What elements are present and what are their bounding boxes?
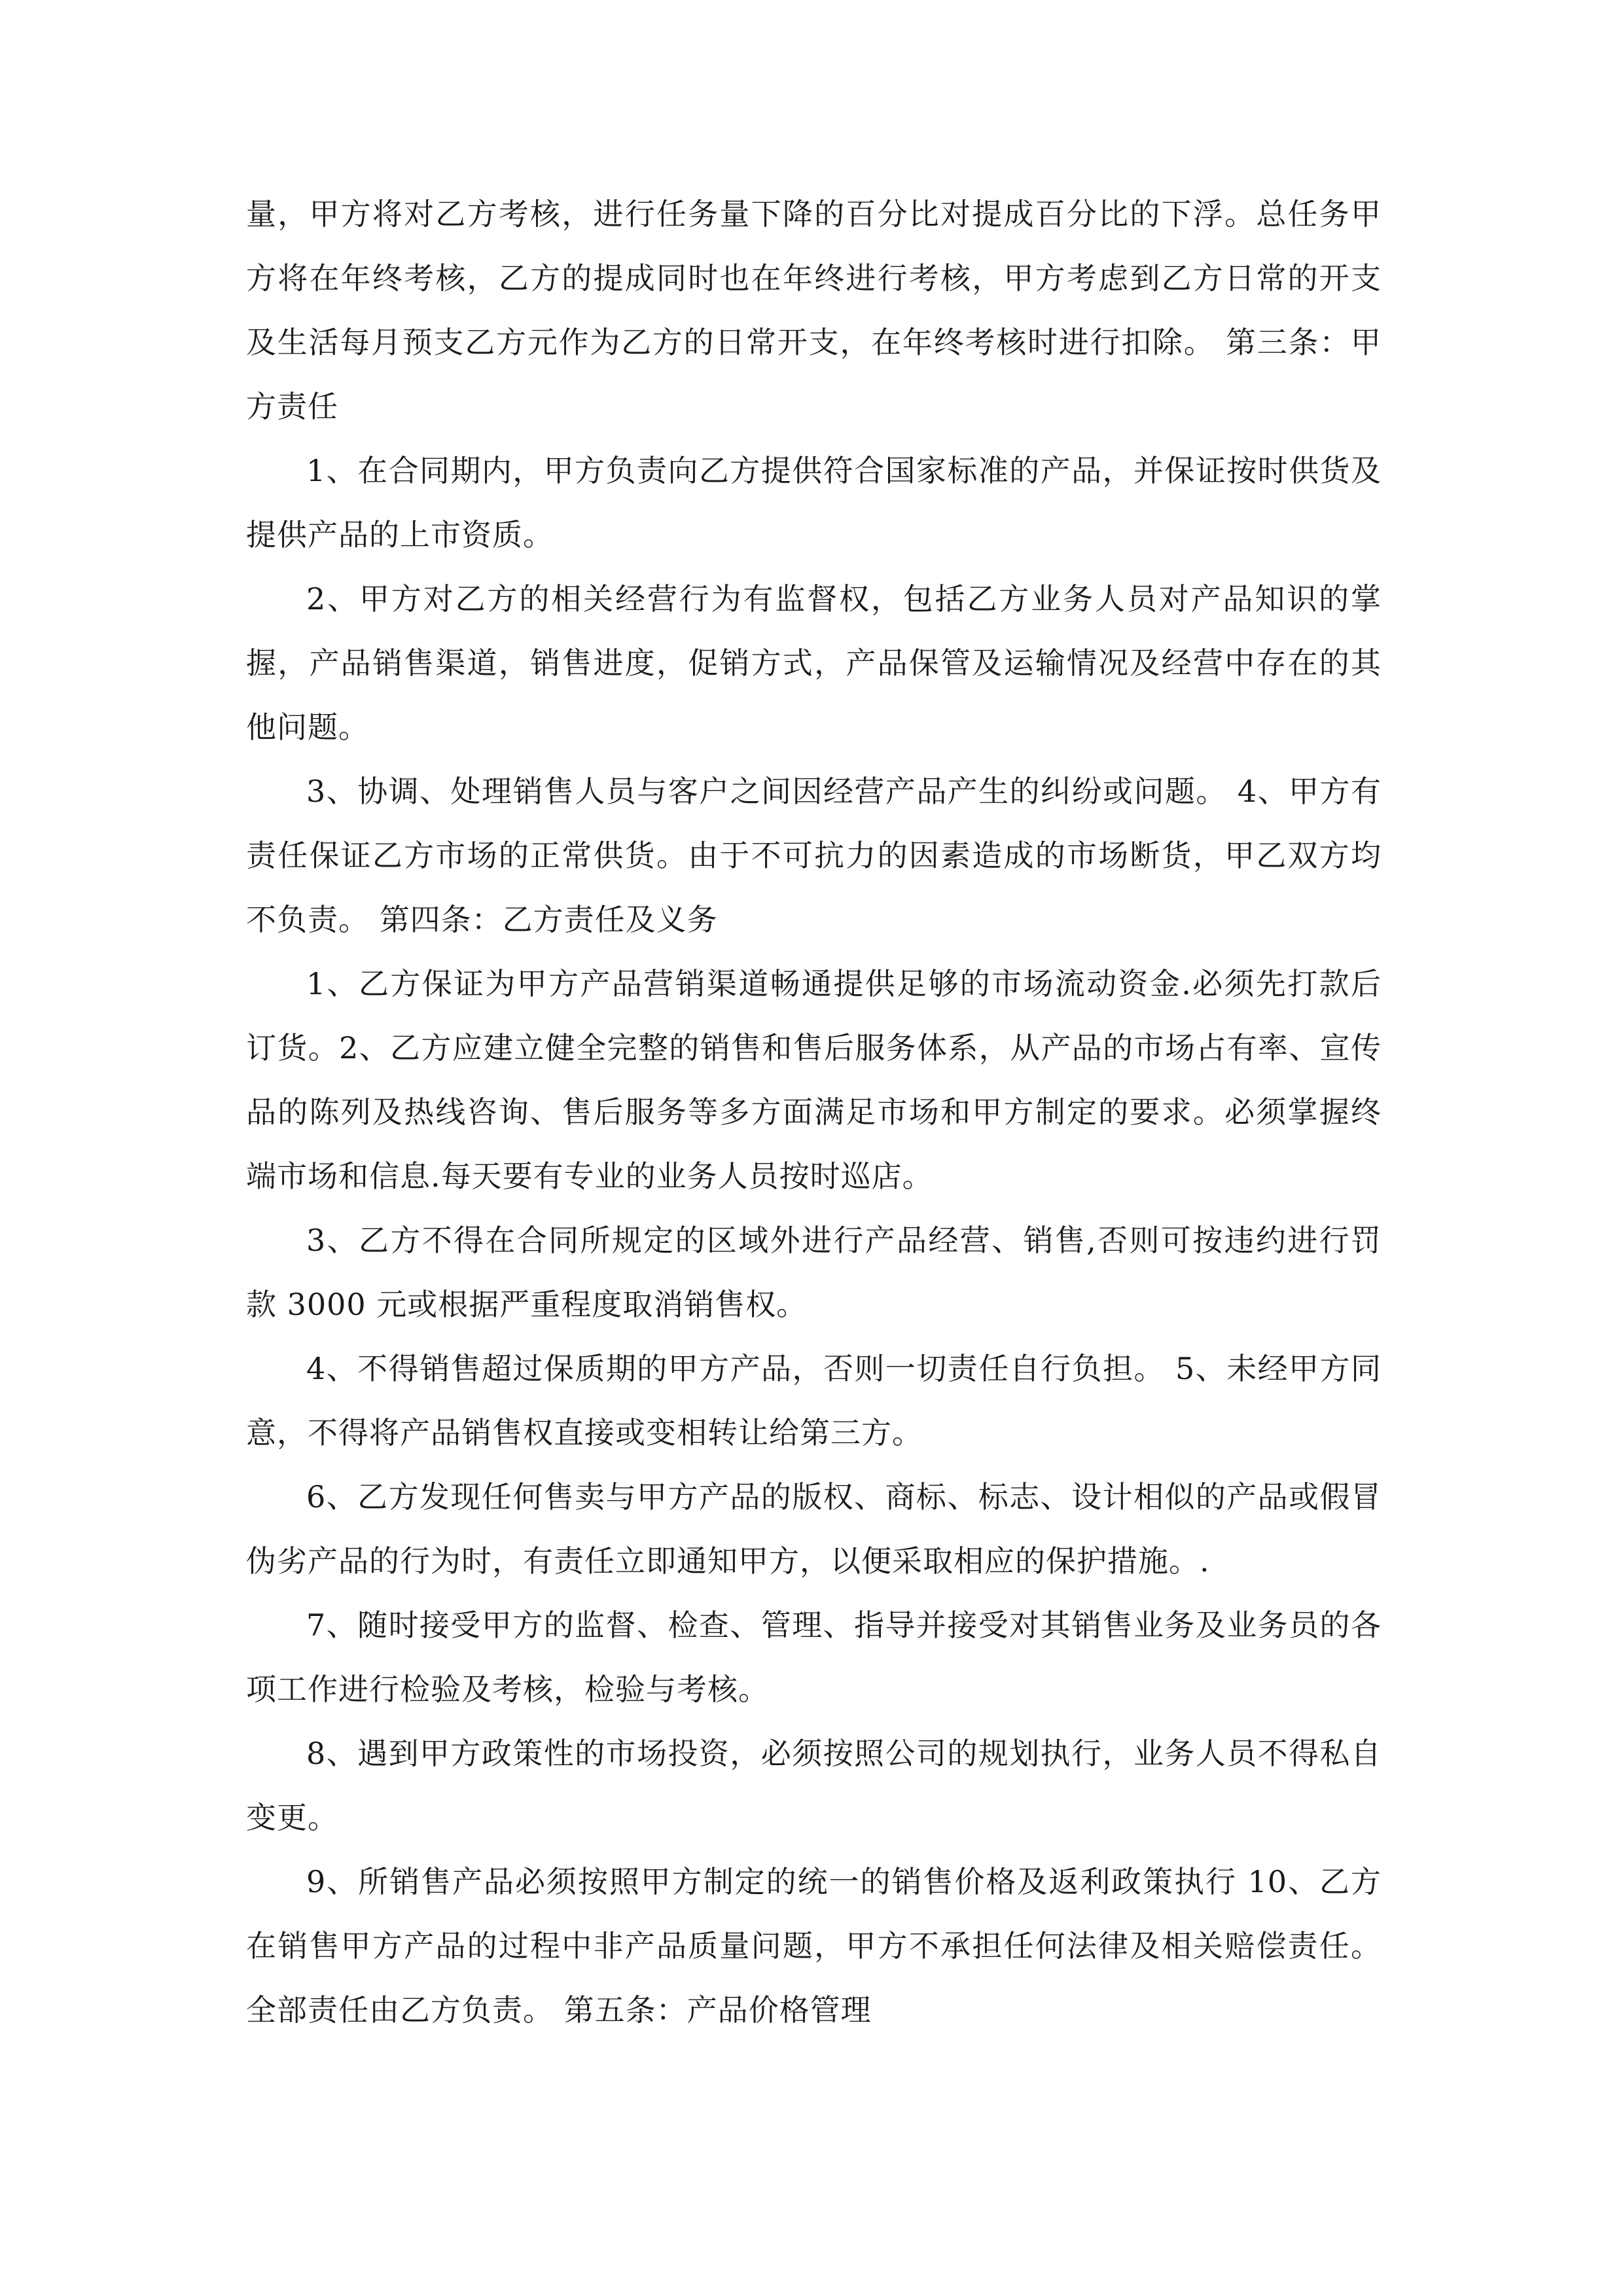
paragraph-party-a-item-1: 1、在合同期内，甲方负责向乙方提供符合国家标准的产品，并保证按时供货及提供产品的上市资质。 [246,453,1382,552]
paragraph-party-b-item-6: 6、乙方发现任何售卖与甲方产品的版权、商标、标志、设计相似的产品或假冒伪劣产品的行为时，有责任立即通知甲方，以便采取相应的保护措施。. [246,1479,1382,1579]
paragraph-party-b-item-4-5: 4、不得销售超过保质期的甲方产品，否则一切责任自行负担。 5、未经甲方同意，不得将产品销售权直接或变相转让给第三方。 [246,1351,1382,1450]
paragraph-party-b-item-3: 3、乙方不得在合同所规定的区域外进行产品经营、销售,否则可按违约进行罚款 3000 元或根据严重程度取消销售权。 [246,1223,1382,1322]
paragraph-party-b-item-8: 8、遇到甲方政策性的市场投资，必须按照公司的规划执行，业务人员不得私自变更。 [246,1736,1382,1835]
paragraph-party-a-item-3-4: 3、协调、处理销售人员与客户之间因经营产品产生的纠纷或问题。 4、甲方有责任保证乙方市场的正常供货。由于不可抗力的因素造成的市场断货，甲乙双方均不负责。 第四条：乙方责任及义务 [246,774,1382,937]
paragraph-party-b-item-7: 7、随时接受甲方的监督、检查、管理、指导并接受对其销售业务及业务员的各项工作进行检验及考核，检验与考核。 [246,1607,1382,1707]
paragraph-party-b-item-9-10: 9、所销售产品必须按照甲方制定的统一的销售价格及返利政策执行 10、乙方在销售甲方产品的过程中非产品质量问题，甲方不承担任何法律及相关赔偿责任。全部责任由乙方负责。 第五条：产品价格管理 [246,1864,1382,2028]
paragraph-task-assessment: 量，甲方将对乙方考核，进行任务量下降的百分比对提成百分比的下浮。总任务甲方将在年终考核，乙方的提成同时也在年终进行考核，甲方考虑到乙方日常的开支及生活每月预支乙方元作为乙方的日常开支，在年终考核时进行扣除。 第三条：甲方责任 [246,196,1382,424]
paragraph-party-a-item-2: 2、甲方对乙方的相关经营行为有监督权，包括乙方业务人员对产品知识的掌握，产品销售渠道，销售进度，促销方式，产品保管及运输情况及经营中存在的其他问题。 [246,581,1382,745]
document-body [246,182,1382,2042]
paragraph-party-b-item-1-2: 1、乙方保证为甲方产品营销渠道畅通提供足够的市场流动资金.必须先打款后订货。2、乙方应建立健全完整的销售和售后服务体系，从产品的市场占有率、宣传品的陈列及热线咨询、售后服务等多方面满足市场和甲方制定的要求。必须掌握终端市场和信息.每天要有专业的业务人员按时巡店。 [246,966,1382,1194]
